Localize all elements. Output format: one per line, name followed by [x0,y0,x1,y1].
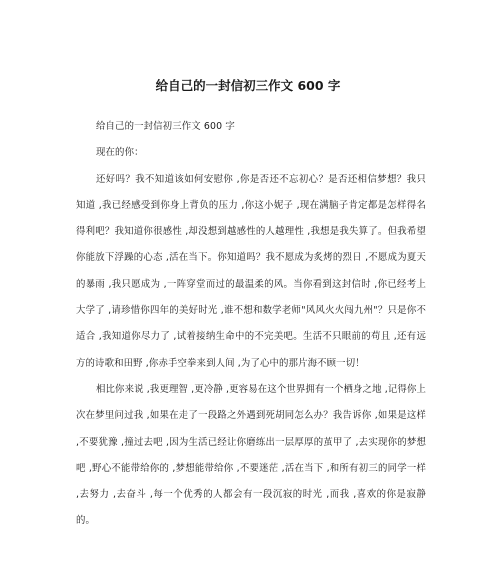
document-body [76,114,426,535]
document-title: 给自己的一封信初三作文 600 字 [155,78,341,93]
body-paragraph-2: 相比你来说 ,我更理智 ,更冷静 ,更容易在这个世界拥有一个栖身之地 ,记得你上次在梦里问过我 ,如果在走了一段路之外遇到死胡同怎么办？我告诉你 ,如果是这样 ,不要犹豫 ,撞过去吧 ,因为生活已经让你磨练出一层厚厚的茧甲了 ,去实现你的梦想吧 ,野心不能带给你的 ,梦想能带给你 ,不要迷茫 ,活在当下 ,和所有初三的同学一样 ,去努力 ,去奋斗 ,每一个优秀的人都会有一段沉寂的时光 ,而我 ,喜欢的你是寂静的。 [76,383,426,527]
body-paragraph-1: 还好吗？我不知道该如何安慰你 ,你是否还不忘初心？是否还相信梦想？我只知道 ,我已经感受到你身上背负的压力 ,你这小妮子 ,现在满脑子肯定都是怎样得名得利吧？我知道你很感性 ,却没想到越感性的人越理性 ,我想是我失算了。但我希望你能放下浮躁的心态 ,活在当下。你知道吗？我不愿成为炙烤的烈日 ,不愿成为夏天的暴雨 ,我只愿成为 ,一阵穿堂而过的最温柔的风。当你看到这封信时 ,你已经考上大学了 ,请珍惜你四年的美好时光 ,谁不想和数学老师"风风火火闯九州"？只是你不适合 ,我知道你尽力了 ,试着接纳生命中的不完美吧。生活不只眼前的苟且 ,还有远方的诗歌和田野 ,你赤手空拳来到人间 ,为了心中的那片海不顾一切！ [76,173,426,369]
subtitle-line: 给自己的一封信初三作文 600 字 [96,121,235,132]
greeting-line: 现在的你： [96,147,144,159]
